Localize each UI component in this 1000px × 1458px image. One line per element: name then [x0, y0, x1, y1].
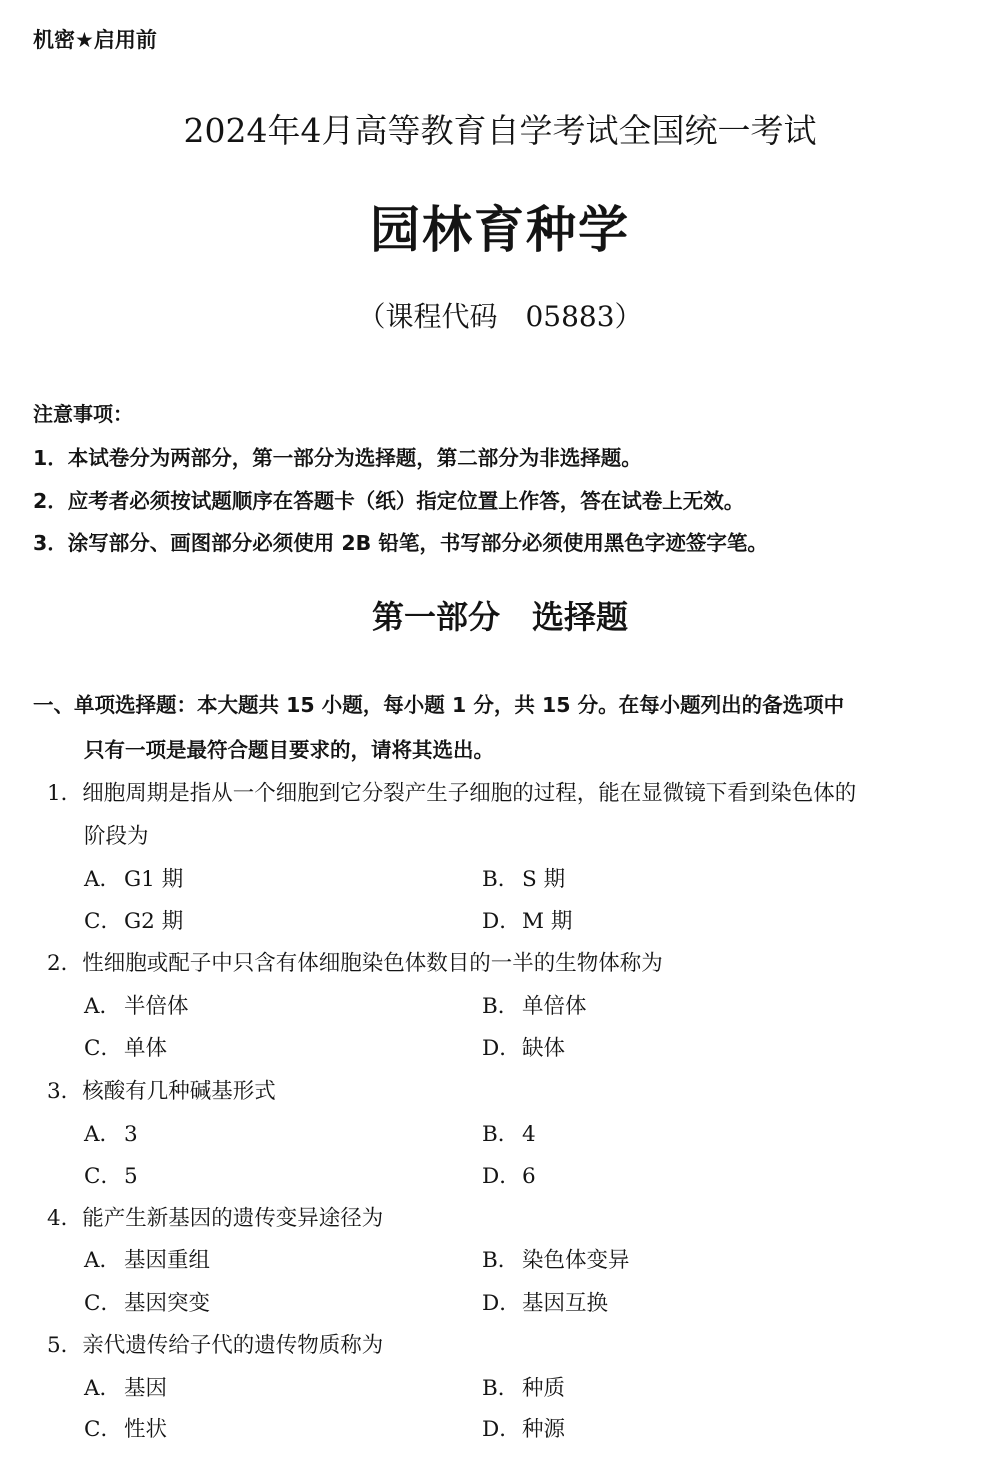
option-text: 种源 [522, 1417, 566, 1442]
option-text: S 期 [522, 867, 566, 892]
question-1-option-d [482, 904, 572, 935]
question-2-stem [47, 946, 663, 977]
question-text: 核酸有几种碱基形式 [82, 1079, 276, 1104]
option-text: 5 [124, 1164, 138, 1189]
note-item: 2．应考者必须按试题顺序在答题卡（纸）指定位置上作答，答在试卷上无效。 [33, 489, 745, 513]
question-2-option-c [84, 1031, 167, 1062]
question-4-option-b [482, 1243, 630, 1274]
option-key: B． [482, 867, 520, 892]
option-text: 种质 [522, 1376, 566, 1401]
question-text: 能产生新基因的遗传变异途径为 [82, 1206, 384, 1231]
option-key: C． [84, 1291, 122, 1316]
option-text: 基因重组 [124, 1248, 211, 1273]
course-code: （课程代码 05883） [357, 300, 643, 333]
question-4-option-c [84, 1286, 210, 1317]
option-text: 单体 [124, 1036, 168, 1061]
option-key: A． [84, 994, 122, 1019]
question-5-option-c [84, 1412, 167, 1443]
question-3-stem [47, 1074, 276, 1105]
question-1-option-a [84, 862, 183, 893]
question-number: 1． [47, 781, 83, 806]
section-heading: 一、单项选择题：本大题共 15 小题，每小题 1 分，共 15 分。在每小题列出的备选项中 [33, 693, 845, 717]
option-key: A． [84, 1248, 122, 1273]
option-key: B． [482, 1122, 520, 1147]
option-key: D． [482, 1036, 521, 1061]
subject-title: 园林育种学 [370, 201, 630, 259]
question-number: 5． [47, 1333, 83, 1358]
question-4-stem [47, 1201, 383, 1232]
note-item: 1．本试卷分为两部分，第一部分为选择题，第二部分为非选择题。 [33, 446, 642, 470]
option-text: 6 [522, 1164, 536, 1189]
question-4-option-a [84, 1243, 210, 1274]
option-key: D． [482, 1291, 521, 1316]
part-title: 第一部分 选择题 [371, 598, 628, 636]
option-key: C． [84, 1417, 122, 1442]
option-key: D． [482, 909, 521, 934]
question-number: 4． [47, 1206, 83, 1231]
question-5-option-a [84, 1371, 167, 1402]
classification-label: 机密★启用前 [33, 28, 157, 52]
option-text: 基因突变 [124, 1291, 211, 1316]
option-text: 缺体 [522, 1036, 566, 1061]
question-1-stem [47, 776, 856, 807]
option-text: 3 [124, 1122, 138, 1147]
notes-title: 注意事项： [33, 402, 133, 426]
option-key: D． [482, 1164, 521, 1189]
option-text: G1 期 [124, 867, 184, 892]
question-3-option-c [84, 1159, 138, 1190]
question-3-option-a [84, 1117, 138, 1148]
option-key: C． [84, 1164, 122, 1189]
option-text: 染色体变异 [522, 1248, 630, 1273]
question-5-option-b [482, 1371, 565, 1402]
note-item: 3．涂写部分、画图部分必须使用 2B 铅笔，书写部分必须使用黑色字迹签字笔。 [33, 531, 768, 555]
option-text: 单倍体 [522, 994, 587, 1019]
option-key: B． [482, 1376, 520, 1401]
question-1-stem-cont: 阶段为 [84, 824, 149, 849]
option-key: B． [482, 1248, 520, 1273]
option-key: C． [84, 1036, 122, 1061]
section-heading-cont: 只有一项是最符合题目要求的，请将其选出。 [84, 738, 494, 762]
question-number: 2． [47, 951, 83, 976]
option-key: A． [84, 1376, 122, 1401]
question-4-option-d [482, 1286, 608, 1317]
option-text: M 期 [522, 909, 573, 934]
option-text: 半倍体 [124, 994, 189, 1019]
option-text: 基因互换 [522, 1291, 609, 1316]
question-2-option-a [84, 989, 189, 1020]
question-2-option-d [482, 1031, 565, 1062]
option-key: D． [482, 1417, 521, 1442]
question-1-option-b [482, 862, 565, 893]
question-1-option-c [84, 904, 183, 935]
option-key: A． [84, 867, 122, 892]
option-key: C． [84, 909, 122, 934]
exam-title: 2024年4月高等教育自学考试全国统一考试 [183, 111, 817, 150]
option-text: 性状 [124, 1417, 168, 1442]
question-5-option-d [482, 1412, 565, 1443]
option-text: G2 期 [124, 909, 184, 934]
option-text: 基因 [124, 1376, 168, 1401]
option-key: A． [84, 1122, 122, 1147]
question-5-stem [47, 1328, 383, 1359]
question-text: 性细胞或配子中只含有体细胞染色体数目的一半的生物体称为 [82, 951, 663, 976]
question-3-option-d [482, 1159, 536, 1190]
question-text: 亲代遗传给子代的遗传物质称为 [82, 1333, 384, 1358]
question-2-option-b [482, 989, 587, 1020]
question-text: 细胞周期是指从一个细胞到它分裂产生子细胞的过程，能在显微镜下看到染色体的 [82, 781, 857, 806]
option-text: 4 [522, 1122, 536, 1147]
question-3-option-b [482, 1117, 536, 1148]
option-key: B． [482, 994, 520, 1019]
question-number: 3． [47, 1079, 83, 1104]
